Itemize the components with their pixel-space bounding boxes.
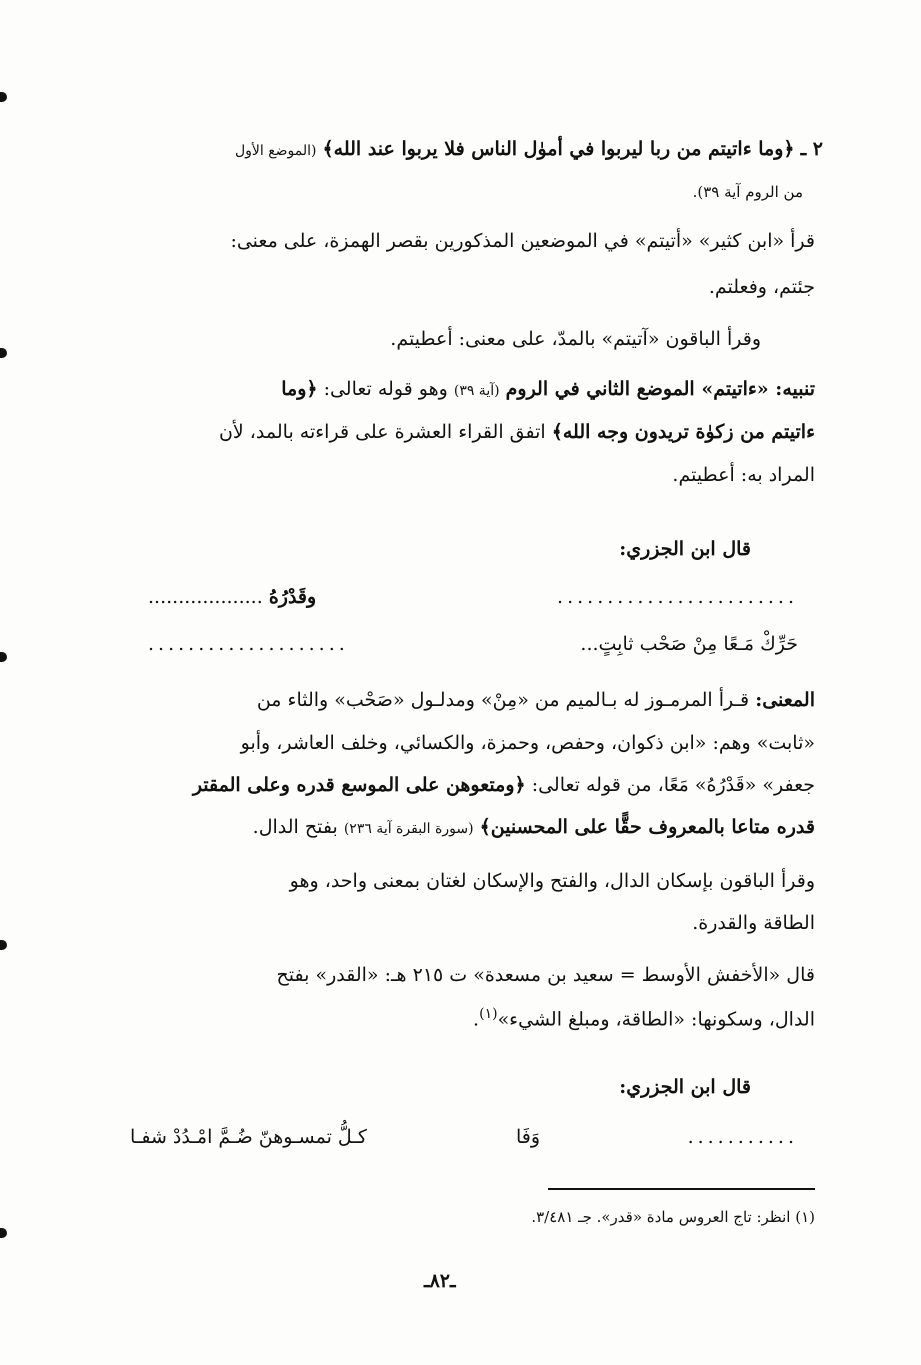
binding-mark [0,348,7,358]
note-line-2 [219,421,815,443]
meaning-text: جعفر» «قَدْرُهُ» مَعًا، من قوله تعالى: [531,774,815,796]
note-line-1 [281,378,815,400]
paragraph-line [473,1006,815,1030]
page-number: ـ٨٢ـ [424,1270,456,1292]
note-text: اتفق القراء العشرة على قراءته بالمد، لأن [218,421,546,443]
paragraph-line: جئتم، وفعلتم. [708,276,815,298]
footnote-rule [548,1188,815,1190]
binding-mark [0,92,7,102]
note-quote-start: ﴿وما [281,378,318,400]
paragraph-text: . [473,1008,480,1031]
verse-word: وَفَا [515,1126,540,1148]
note-quote: ءاتيتم من زكوٰة تريدون وجه الله﴾ [551,421,815,443]
meaning-label: المعنى: [755,689,815,711]
paragraph-line: وقرأ الباقون «آتيتم» بالمدّ، على معنى: أعطيتم. [390,328,761,350]
verse-text: كـلُّ تمسـوهنّ ضُـمَّ امْـدُدْ شفـا [130,1126,367,1148]
verse-word [148,586,316,608]
entry-2-line-2: من الروم آية ٣٩). [692,183,803,201]
note-label: تنبيه: «ءاتيتم» الموضع الثاني في الروم [505,378,815,400]
paragraph-line: وقرأ الباقون بإسكان الدال، والفتح والإسكان لغتان بمعنى واحد، وهو [289,870,815,892]
paragraph-line: قال «الأخفش الأوسط = سعيد بن مسعدة» ت ٢١٥ هـ: «القدر» بفتح [276,964,815,986]
verse-text: حَرِّكْ مَـعًا مِنْ صَحْب ثابِتٍ... [580,633,798,655]
meaning-ref: (سورة البقرة آية ٢٣٦) [343,821,474,837]
meaning-quote: ﴿ومتعوهن على الموسع قدره وعلى المقتر [192,774,526,796]
verse-dots: .................... [148,633,349,655]
verse-dots: ........................ [557,586,798,608]
meaning-line-1 [257,689,815,711]
verse-dots: ........... [687,1126,798,1148]
meaning-text: بفتح الدال. [252,816,338,838]
footnote: (١) انظر: تاج العروس مادة «قدر». جـ ٣/٤٨١. [531,1208,815,1226]
reference: (الموضع الأول [234,143,317,159]
quran-quote: ﴿وما ءاتيتم من ربا ليربوا في أموٰل الناس فلا يربوا عند الله﴾ [322,138,795,160]
binding-mark [0,1228,7,1238]
entry-2-line-1 [123,138,823,160]
verse-word-text: وقَدْرُهُ [268,586,317,608]
binding-mark [0,652,7,662]
paragraph-text: الدال، وسكونها: «الطاقة، ومبلغ الشيء» [497,1008,815,1031]
binding-mark [0,940,7,950]
paragraph-line: قرأ «ابن كثير» «أتيتم» في الموضعين المذكورين بقصر الهمزة، على معنى: [230,230,815,252]
meaning-line-3 [193,774,815,796]
section-heading: قال ابن الجزري: [619,538,751,560]
meaning-text: قـرأ المرمـوز له بـالميم من «مِنْ» ومدلـول «صَحْب» والثاء من [256,689,750,711]
footnote-marker: (١) [479,1006,498,1022]
meaning-line-4 [253,816,815,838]
note-ref: (آية ٣٩) [453,383,500,399]
meaning-quote: قدره متاعا بالمعروف حقًّا على المحسنين﴾ [479,816,815,838]
verse-dots: ................... [148,586,263,608]
note-text: وهو قوله تعالى: [323,378,448,400]
note-line-3: المراد به: أعطيتم. [672,464,815,486]
entry-number: ٢ ـ [800,138,823,160]
section-heading: قال ابن الجزري: [619,1076,751,1098]
paragraph-line: الطاقة والقدرة. [692,912,815,934]
meaning-line-2: «ثابت» وهم: «ابن ذكوان، وحفص، وحمزة، والكسائي، وخلف العاشر، وأبو [240,732,815,754]
